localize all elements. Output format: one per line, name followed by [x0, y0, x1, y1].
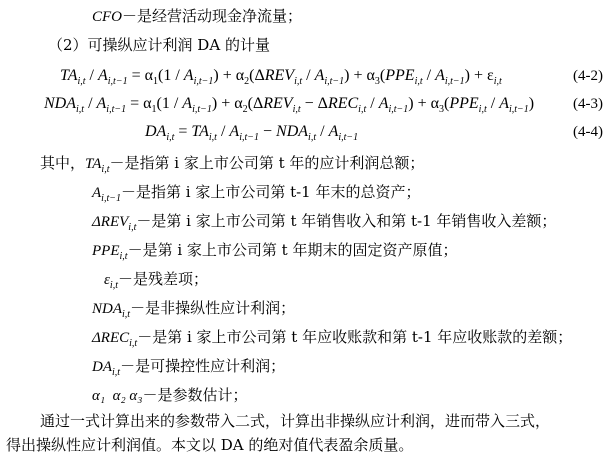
definition-variable: PPE [92, 243, 120, 259]
definition-text: －是非操纵性应计利润； [130, 299, 296, 317]
cfo-variable: CFO [92, 9, 122, 25]
definition-variable: TA [85, 156, 102, 172]
definition-subscript: i,t [129, 338, 138, 349]
definition-row-epsilon [104, 270, 208, 295]
definition-text: －是第 i 家上市公司第 t 年期末的固定资产原值； [127, 241, 458, 259]
definition-variable: NDA [92, 301, 122, 317]
definition-row-ppe [92, 241, 457, 266]
definition-text: －是可操控性应计利润； [120, 357, 286, 375]
definition-row-a [92, 183, 421, 208]
equation-number-4-3: (4-3) [573, 96, 603, 112]
definition-subscript: i,t [101, 164, 110, 175]
definition-variable: DA [92, 359, 112, 375]
definition-text: －是第 i 家上市公司第 t 年销售收入和第 t-1 年销售收入差额； [136, 212, 557, 230]
definition-subscript: i,t−1 [101, 193, 121, 204]
equation-4-3: $NDA_{i,t} / A_{i,t-1} = \alpha_1(1 / A_{i,t-1}) + \alpha_2(\Delta REV_{i,t} - \Delta REC_{i,t} / A_{i,t-1}) + \alpha_3(PPE_{i,t} / A_{i,t-1})$ [44, 95, 535, 115]
definitions-intro: 其中， [40, 154, 86, 172]
definition-variable: α₁ α₂ α₃ [92, 388, 143, 404]
definition-row-ta [40, 154, 424, 179]
definition-row-delta-rec [92, 328, 572, 353]
definition-row-delta-rev [92, 212, 556, 237]
definition-text: －是指第 i 家上市公司第 t-1 年末的总资产； [120, 183, 421, 201]
equation-number-4-2: (4-2) [573, 68, 603, 84]
definition-subscript: i,t [112, 367, 121, 378]
definition-variable: ΔREC [92, 330, 130, 346]
definition-text: －是残差项； [117, 270, 208, 288]
definition-variable: A [92, 185, 102, 201]
definition-row-nda [92, 299, 295, 324]
definition-text: －是参数估计； [142, 386, 248, 404]
closing-line-2: 得出操纵性应计利润值。本文以 DA 的绝对值代表盈余质量。 [6, 436, 414, 454]
section-heading: （2）可操纵应计利润 DA 的计量 [48, 36, 270, 54]
equation-4-4: $DA_{i,t} = TA_{i,t} / A_{i,t-1} - NDA_{i,t} / A_{i,t-1}$ [145, 123, 359, 143]
definition-text: －是指第 i 家上市公司第 t 年的应计利润总额； [109, 154, 425, 172]
definition-text: －是第 i 家上市公司第 t 年应收账款和第 t-1 年应收账款的差额； [137, 328, 573, 346]
definition-subscript: i,t [109, 280, 118, 291]
equation-number-4-4: (4-4) [573, 124, 603, 140]
cfo-definition [92, 7, 302, 26]
definition-subscript: i,t [119, 251, 128, 262]
definition-subscript: i,t [122, 309, 131, 320]
cfo-text: －是经营活动现金净流量； [122, 7, 303, 25]
definition-variable: ε [104, 272, 110, 288]
definition-variable: ΔREV [92, 214, 129, 230]
equation-4-2: $TA_{i,t} / A_{i,t-1} = \alpha_1(1 / A_{i,t-1}) + \alpha_2(\Delta REV_{i,t} / A_{i,t-1}) + \alpha_3(PPE_{i,t} / A_{i,t-1}) + \varepsilon_{i,t}$ [60, 67, 502, 87]
closing-line-1: 通过一式计算出来的参数带入二式，计算出非操纵应计利润，进而带入三式， [40, 412, 551, 430]
definition-subscript: i,t [128, 222, 137, 233]
definition-row-alpha [92, 386, 248, 405]
definition-row-da [92, 357, 285, 382]
